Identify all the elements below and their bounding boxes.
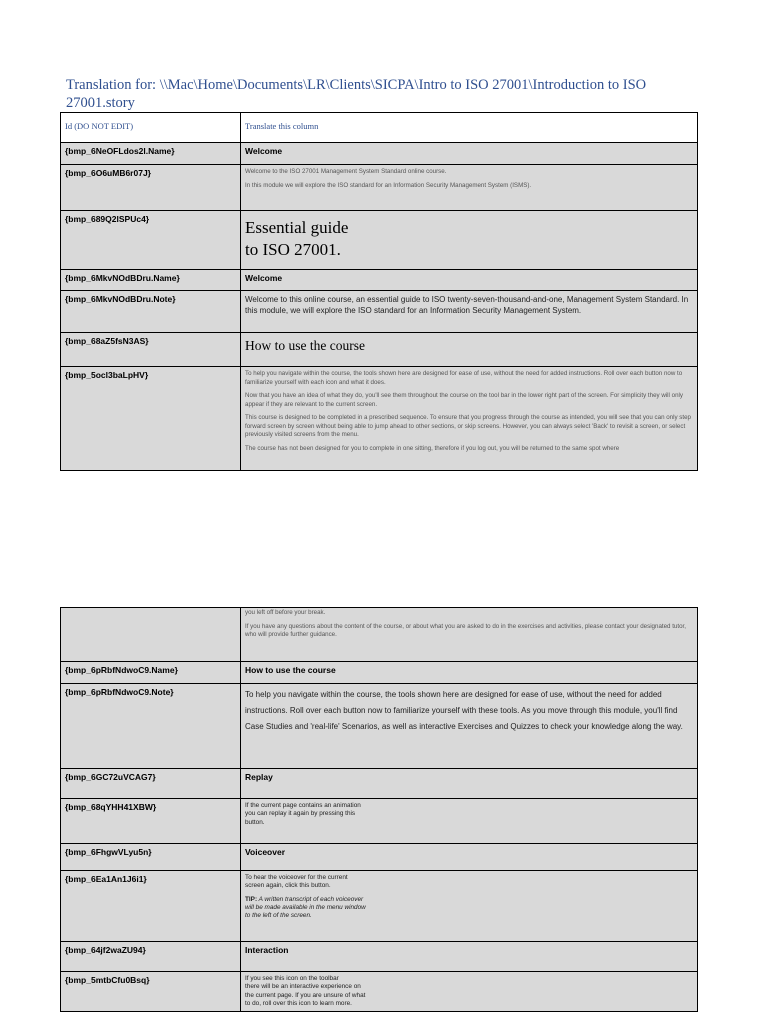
row-text[interactable] (241, 972, 698, 1012)
row-line: button. (245, 818, 265, 826)
row-id: {bmp_6MkvNOdBDru.Name} (61, 270, 241, 291)
table-row (61, 608, 698, 662)
row-text[interactable]: Replay (241, 769, 698, 799)
tip-line: to the left of the screen. (245, 912, 312, 920)
row-line: to do, roll over this icon to learn more. (245, 999, 352, 1007)
table-row (61, 942, 698, 972)
column-header-translate: Translate this column (241, 113, 698, 143)
row-line: If you see this icon on the toolbar (245, 975, 339, 982)
row-id: {bmp_5mtbCfu0Bsq} (61, 972, 241, 1012)
translation-table-top (60, 112, 698, 471)
column-header-id: Id (DO NOT EDIT) (61, 113, 241, 143)
row-line: screen again, click this button. (245, 882, 331, 890)
row-paragraph: Now that you have an idea of what they do, you'll see them throughout the course on the tool bar in the lower right part of the screen. For simplicity they will only appear if they are relevant to the current screen. (245, 392, 683, 408)
row-paragraph: This course is designed to be completed in a prescribed sequence. To ensure that you progress through the course as intended, you will see that you can only step forward screen by screen without being able to jump ahead to other sections, or skip screens. However, you can always select 'Back' to revisit a screen, or select previously visited screens from the menu. (245, 414, 691, 438)
row-text[interactable] (241, 871, 698, 942)
row-id: {bmp_6NeOFLdos2l.Name} (61, 143, 241, 165)
tip-block (245, 896, 693, 904)
row-text[interactable]: Welcome (241, 143, 698, 165)
row-id (61, 608, 241, 662)
table-row (61, 684, 698, 769)
row-id: {bmp_5ocl3baLpHV} (61, 367, 241, 471)
row-text[interactable]: Voiceover (241, 844, 698, 871)
document-title: Translation for: \\Mac\Home\Documents\LR\Clients\SICPA\Intro to ISO 27001\Introduction to ISO 27001.story (66, 77, 647, 111)
table-row (61, 270, 698, 291)
table-row (61, 844, 698, 871)
row-id: {bmp_689Q2lSPUc4} (61, 211, 241, 270)
table-row (61, 165, 698, 211)
table-row (61, 871, 698, 942)
table-row (61, 972, 698, 1012)
row-text[interactable]: How to use the course (241, 333, 698, 367)
row-paragraph: you left off before your break. (245, 609, 326, 616)
table-header-row (61, 113, 698, 143)
row-id: {bmp_68qYHH41XBW} (61, 799, 241, 844)
row-id: {bmp_6GC72uVCAG7} (61, 769, 241, 799)
table-row (61, 291, 698, 333)
table-row (61, 799, 698, 844)
translation-table-bottom (60, 607, 698, 1012)
row-text[interactable] (241, 799, 698, 844)
row-paragraph: To help you navigate within the course, the tools shown here are designed for ease of use, without the need for added instructions. Roll over each button now to familiarize yourself with each icon and what it does. (245, 370, 683, 386)
row-id: {bmp_6FhgwVLyu5n} (61, 844, 241, 871)
table-row (61, 211, 698, 270)
heading-line-1: Essential guide (245, 218, 349, 237)
row-line: If the current page contains an animation (245, 802, 361, 809)
row-text[interactable] (241, 367, 698, 471)
row-line: In this module we will explore the ISO standard for an Information Security Management System (ISMS). (245, 181, 532, 189)
row-text[interactable] (241, 211, 698, 270)
tip-line: will be made available in the menu window (245, 903, 366, 911)
tip-line: A written transcript of each voiceover (257, 895, 364, 903)
table-row (61, 333, 698, 367)
row-text[interactable]: Welcome (241, 270, 698, 291)
row-id: {bmp_6pRbfNdwoC9.Note} (61, 684, 241, 769)
row-id: {bmp_6O6uMB6r07J} (61, 165, 241, 211)
row-paragraph: The course has not been designed for you to complete in one sitting, therefore if you log out, you will be returned to the same spot where (245, 444, 620, 452)
row-line: To hear the voiceover for the current (245, 874, 348, 881)
row-id: {bmp_6Ea1An1J6i1} (61, 871, 241, 942)
table-row (61, 367, 698, 471)
table-row (61, 769, 698, 799)
table-row (61, 143, 698, 165)
heading-line-2: to ISO 27001. (245, 240, 341, 259)
row-text[interactable] (241, 608, 698, 662)
row-text[interactable]: To help you navigate within the course, the tools shown here are designed for ease of use, without the need for added instructions. Roll over each button now to familiarize yourself with these tools. As you move through this module, you'll find Case Studies and 'real-life' Scenarios, as well as interactive Exercises and Quizzes to check your knowledge along the way. (241, 684, 698, 769)
row-text[interactable]: Welcome to this online course, an essential guide to ISO twenty-seven-thousand-and-one, Management System Standard. In this module, we will explore the ISO standard for an Information Security Management System. (241, 291, 698, 333)
row-text[interactable] (241, 165, 698, 211)
row-id: {bmp_6MkvNOdBDru.Note} (61, 291, 241, 333)
tip-label: TIP: (245, 895, 258, 903)
row-paragraph: If you have any questions about the content of the course, or about what you are asked to do in the exercises and activities, please contact your designated tutor, who will provide further guidance. (245, 622, 686, 638)
row-id: {bmp_6pRbfNdwoC9.Name} (61, 662, 241, 684)
row-text[interactable]: Interaction (241, 942, 698, 972)
row-text[interactable]: How to use the course (241, 662, 698, 684)
row-line: there will be an interactive experience on (245, 983, 361, 991)
row-line: Welcome to the ISO 27001 Management System Standard online course. (245, 168, 447, 175)
row-line: the current page. If you are unsure of what (245, 991, 366, 999)
row-id: {bmp_68aZ5fsN3AS} (61, 333, 241, 367)
row-id: {bmp_64jf2waZU94} (61, 942, 241, 972)
row-line: you can replay it again by pressing this (245, 810, 356, 818)
table-row (61, 662, 698, 684)
